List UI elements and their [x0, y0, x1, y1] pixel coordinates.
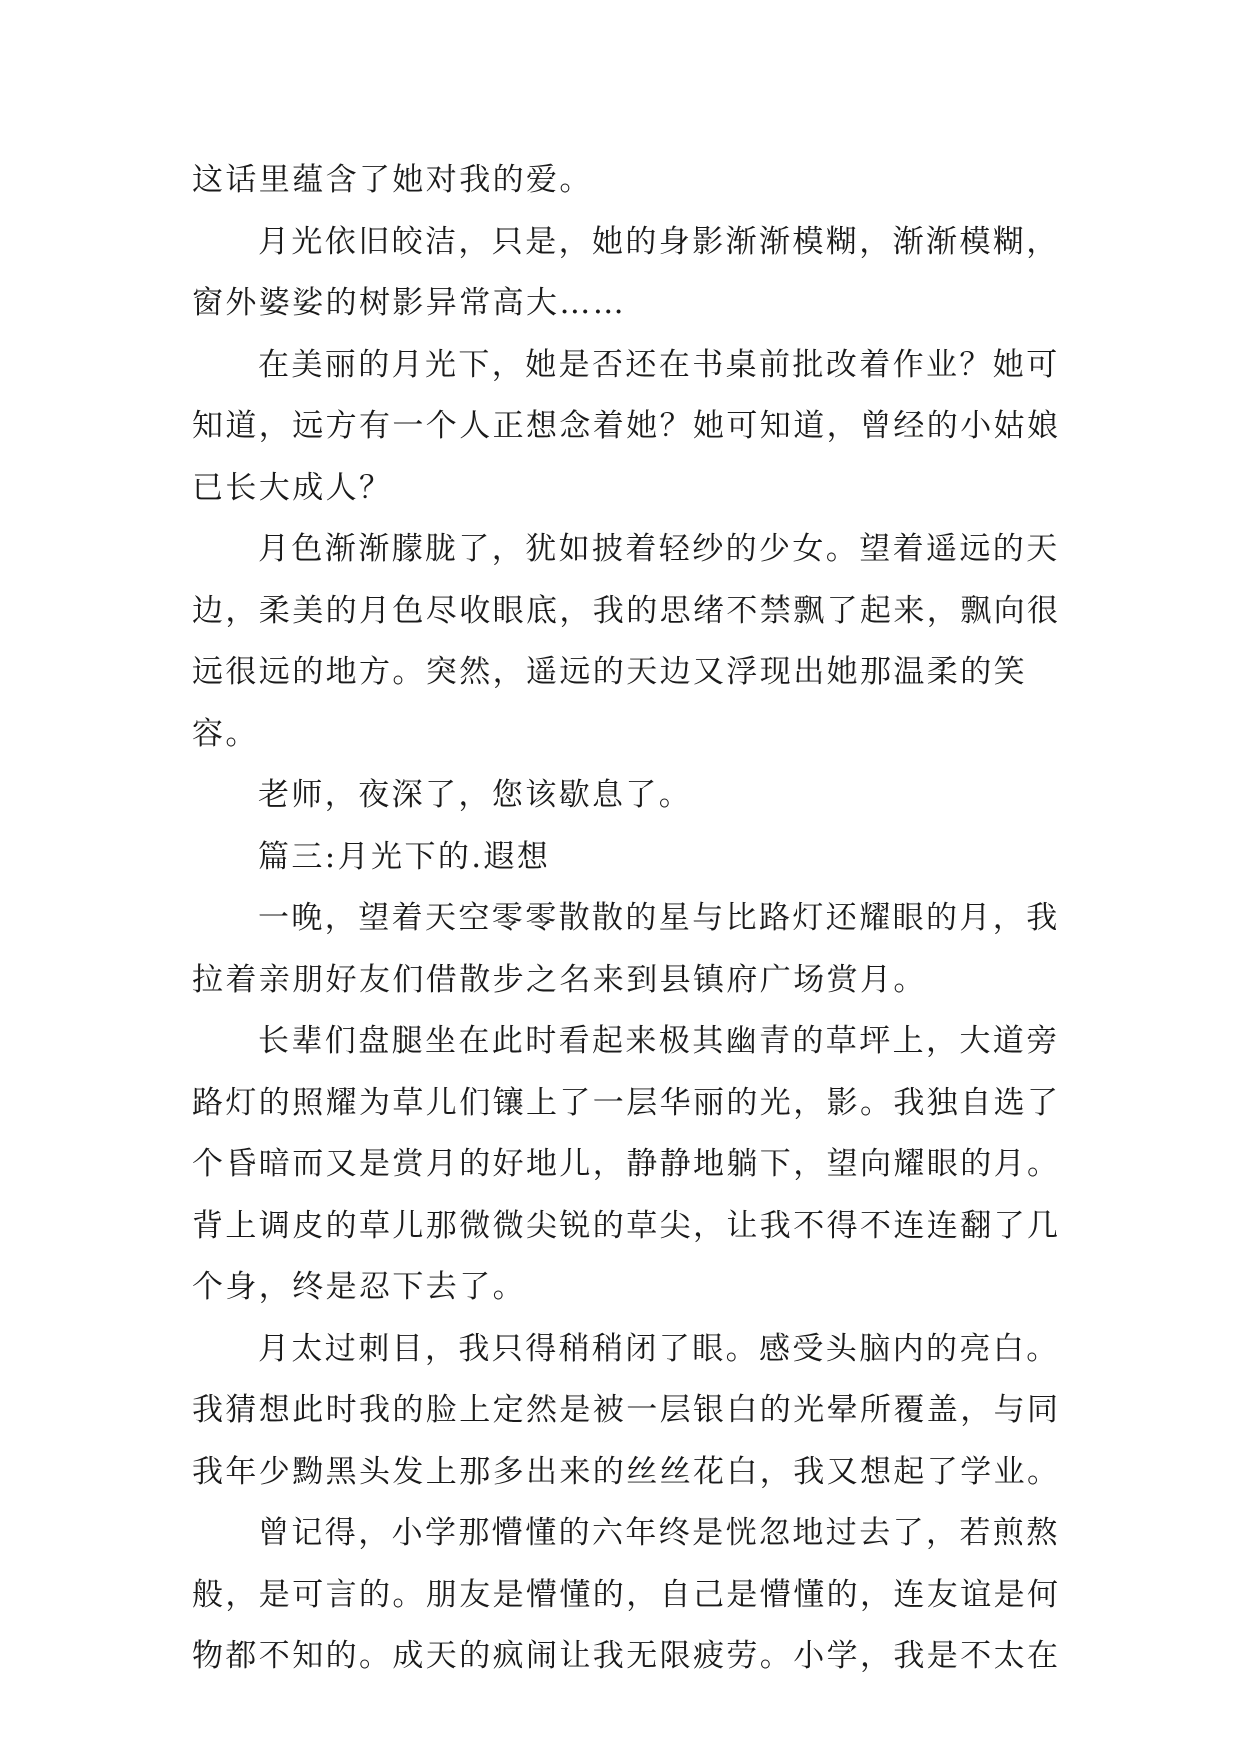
paragraph-3: 在美丽的月光下，她是否还在书桌前批改着作业？她可知道，远方有一个人正想念着她？她可知道，曾经的小姑娘已长大成人？: [192, 346, 1061, 506]
paragraph-10: 曾记得，小学那懵懂的六年终是恍忽地过去了，若煎熬般，是可言的。朋友是懵懂的，自己是懵懂的，连友谊是何物都不知的。成天的疯闹让我无限疲劳。小学，我是不太在: [192, 1515, 1061, 1674]
paragraph-1: 这话里蕴含了她对我的爱。: [192, 162, 593, 198]
paragraph-4: 月色渐渐朦胧了，犹如披着轻纱的少女。望着遥远的天边，柔美的月色尽收眼底，我的思绪不禁飘了起来，飘向很远很远的地方。突然，遥远的天边又浮现出她那温柔的笑容。: [192, 531, 1061, 752]
document-body: [192, 150, 1072, 1688]
paragraph-8: 长辈们盘腿坐在此时看起来极其幽青的草坪上，大道旁路灯的照耀为草儿们镶上了一层华丽的光，影。我独自选了个昏暗而又是赏月的好地儿，静静地躺下，望向耀眼的月。背上调皮的草儿那微微尖锐的草尖，让我不得不连连翻了几个身，终是忍下去了。: [192, 1023, 1061, 1305]
paragraph-9: 月太过刺目，我只得稍稍闭了眼。感受头脑内的亮白。我猜想此时我的脸上定然是被一层银白的光晕所覆盖，与同我年少黝黑头发上那多出来的丝丝花白，我又想起了学业。: [192, 1330, 1061, 1490]
paragraph-2: 月光依旧皎洁，只是，她的身影渐渐模糊，渐渐模糊，窗外婆娑的树影异常高大……: [192, 223, 1060, 321]
paragraph-7: 一晚，望着天空零零散散的星与比路灯还耀眼的月，我拉着亲朋好友们借散步之名来到县镇府广场赏月。: [192, 900, 1060, 998]
section-heading: 篇三:月光下的.遐想: [258, 838, 551, 875]
paragraph-5: 老师，夜深了，您该歇息了。: [258, 777, 693, 813]
